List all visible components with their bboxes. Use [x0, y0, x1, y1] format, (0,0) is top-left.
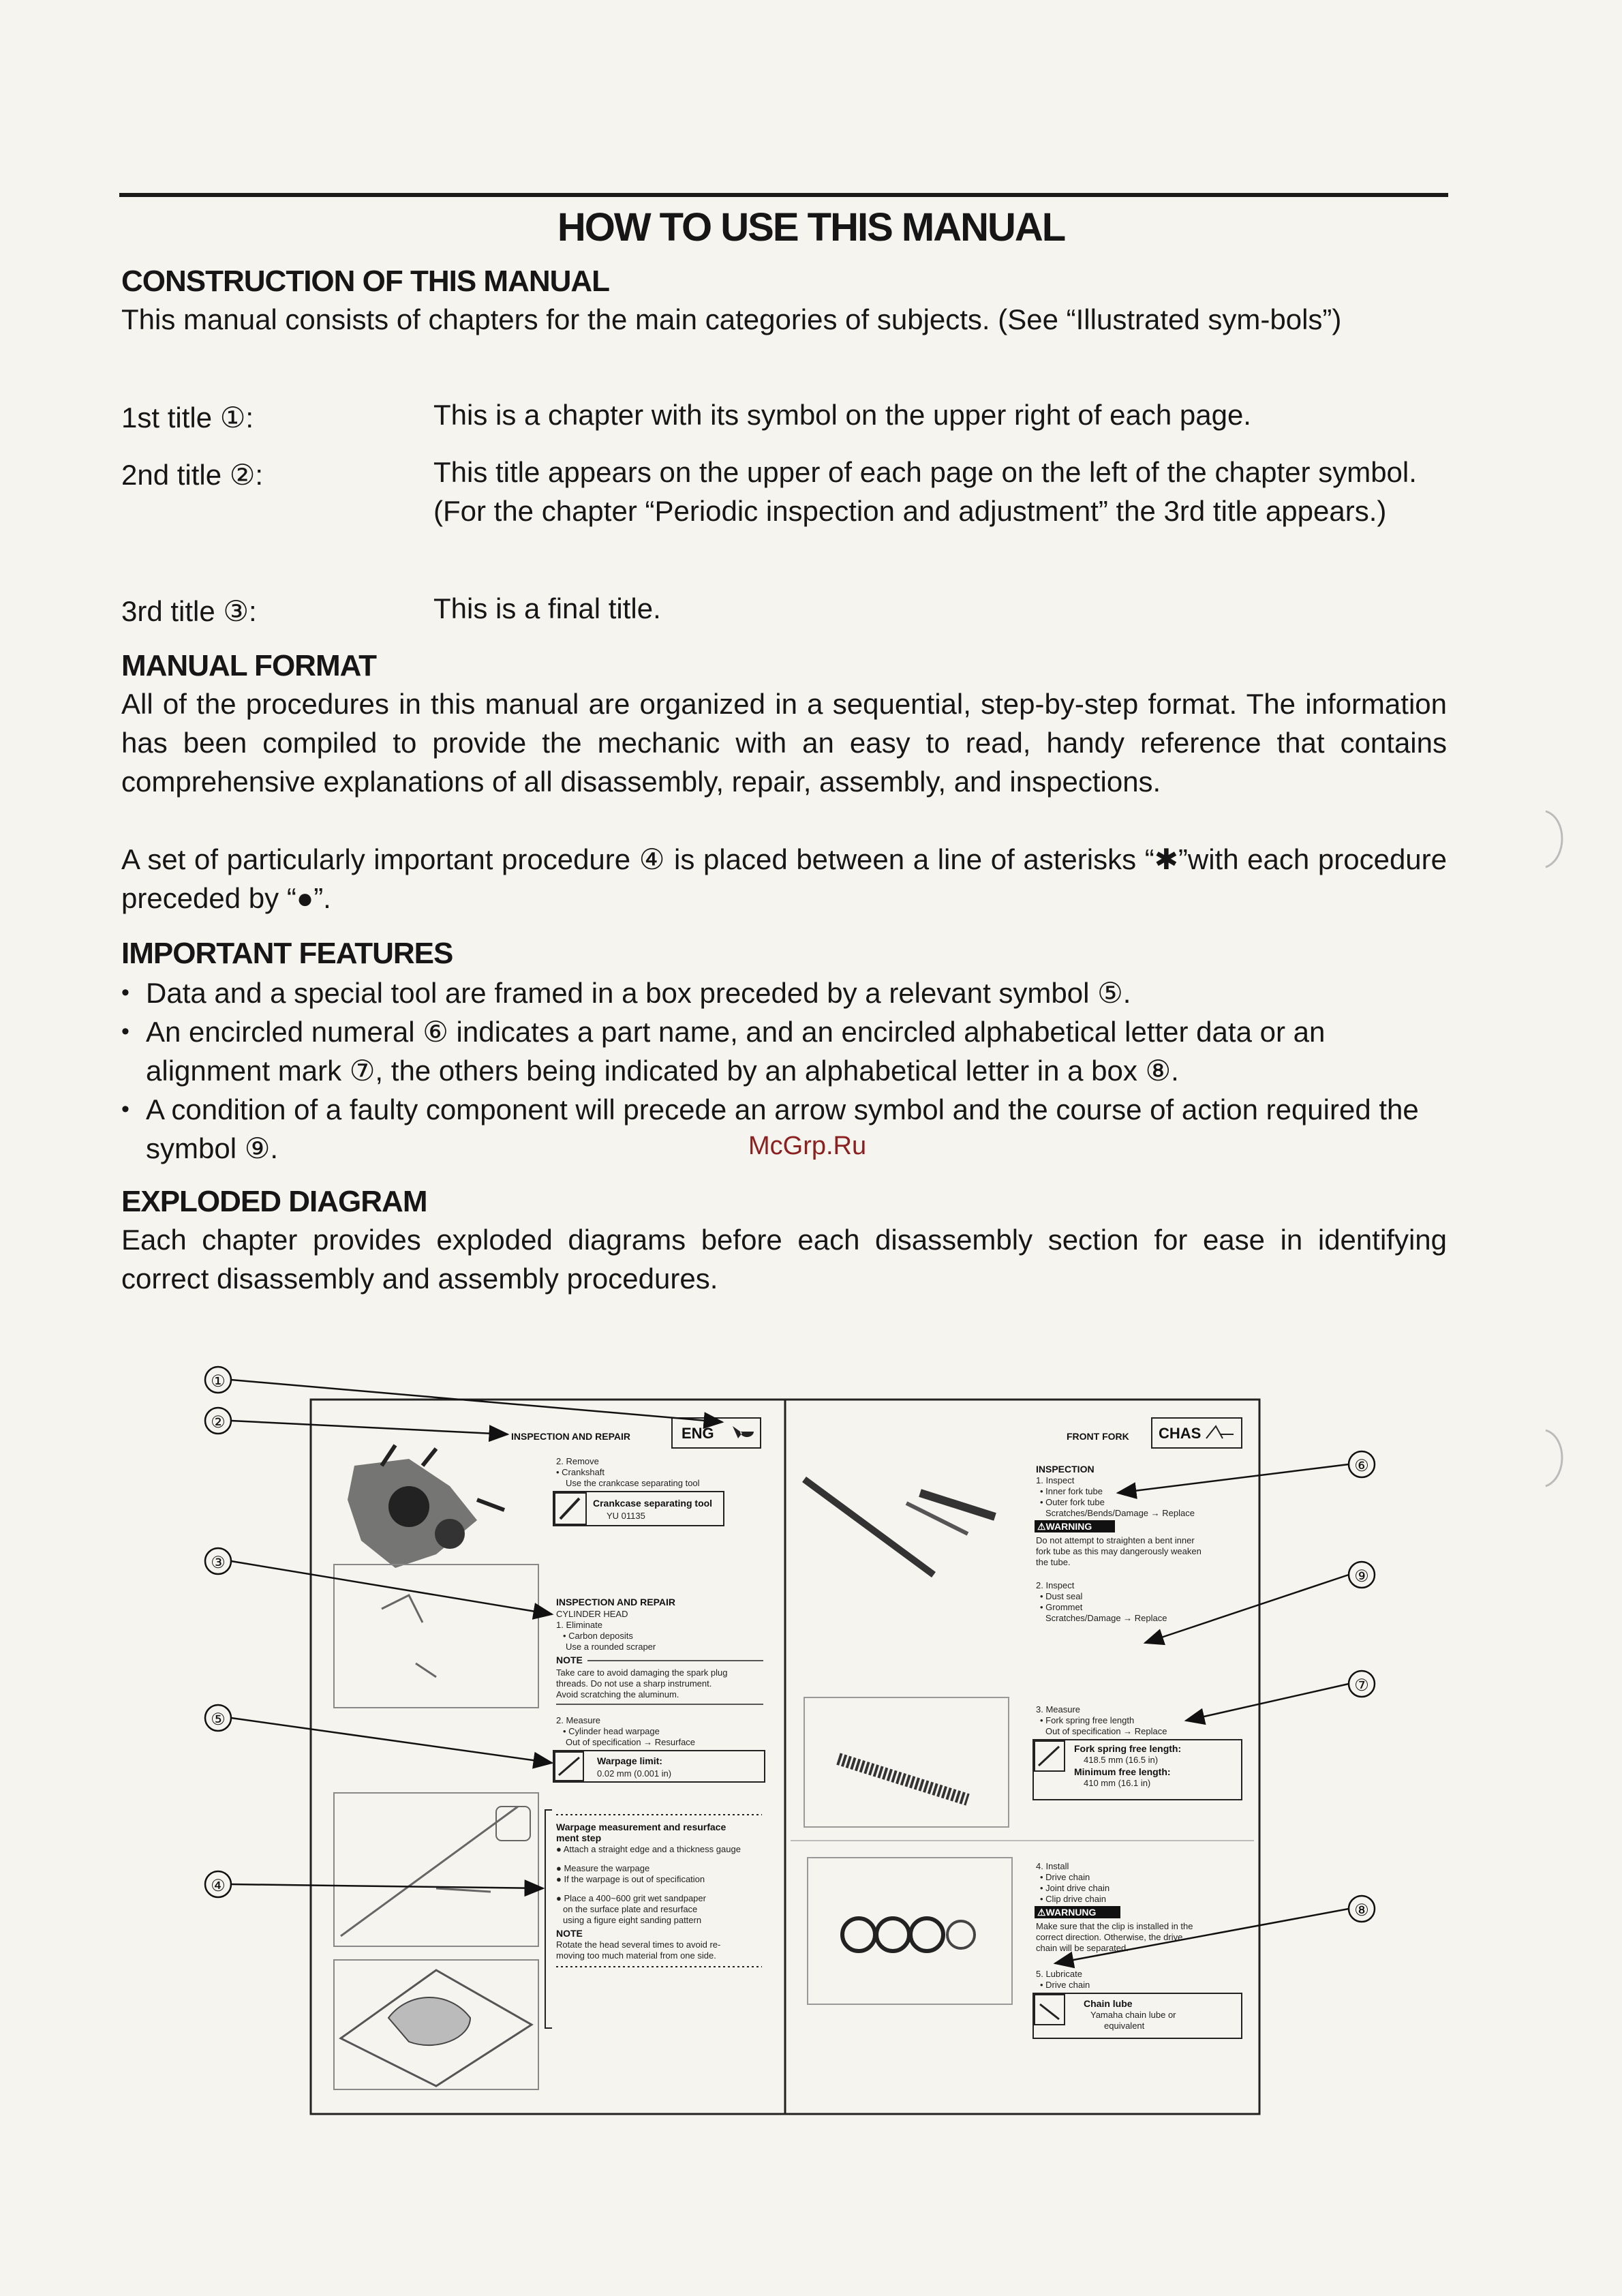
- left-note: NOTE: [556, 1655, 583, 1665]
- svg-text:⑧: ⑧: [1354, 1901, 1369, 1920]
- cylinder-head-photo: [334, 1565, 538, 1708]
- right-measure: 3. Measure: [1036, 1704, 1081, 1715]
- right-w6: chain will be separated.: [1036, 1943, 1129, 1953]
- right-chain2: • Drive chain: [1040, 1980, 1090, 1990]
- proc-note-1: Rotate the head several times to avoid re-: [556, 1939, 721, 1950]
- right-warning2: ⚠WARNUNG: [1037, 1907, 1097, 1918]
- right-oos: Out of specification → Replace: [1045, 1726, 1167, 1736]
- binder-hole-2: [1546, 1430, 1562, 1486]
- binder-hole-1: [1546, 811, 1562, 867]
- procedure-bracket: [545, 1810, 552, 2028]
- left-crankshaft: • Crankshaft: [556, 1467, 605, 1477]
- spec-3: Minimum free length:: [1074, 1766, 1171, 1777]
- lube-icon: [1035, 1995, 1065, 2025]
- page-title: HOW TO USE THIS MANUAL: [557, 205, 1065, 250]
- feature-text: Data and a special tool are framed in a box preceded by a relevant symbol ⑤.: [146, 977, 1131, 1009]
- right-install: 4. Install: [1036, 1861, 1069, 1871]
- title-1-text: This is a chapter with its symbol on the upper right of each page.: [433, 399, 1251, 431]
- right-section: INSPECTION: [1036, 1464, 1095, 1475]
- title-1-label: 1st title ①:: [121, 402, 254, 434]
- left-scraper: Use a rounded scraper: [566, 1642, 656, 1652]
- engine-illustration: [348, 1445, 504, 1568]
- right-inner: • Inner fork tube: [1040, 1486, 1103, 1496]
- right-scratch: Scratches/Bends/Damage → Replace: [1045, 1508, 1195, 1518]
- svg-text:①: ①: [211, 1372, 226, 1391]
- proc-note: NOTE: [556, 1928, 583, 1939]
- construction-intro: This manual consists of chapters for the main categories of subjects. (See “Illustrated sym-bols”): [121, 303, 1342, 335]
- callout-5: [205, 1705, 552, 1763]
- lube-name: Chain lube: [1084, 1998, 1133, 2009]
- svg-text:③: ③: [211, 1554, 226, 1572]
- proc-8: using a figure eight sanding pattern: [563, 1915, 702, 1925]
- right-w4: Make sure that the clip is installed in the: [1036, 1921, 1193, 1931]
- feature-text: An encircled numeral ⑥ indicates a part name, and an encircled alphabetical letter data or an alignment mark ⑦, the others being indicated by an alphabetical letter in a box ⑧.: [146, 1016, 1326, 1087]
- right-spring: • Fork spring free length: [1040, 1715, 1135, 1725]
- proc-1: Warpage measurement and resurface: [556, 1822, 726, 1832]
- proc-4: ● Measure the warpage: [556, 1863, 650, 1873]
- proc-note-2: moving too much material from one side.: [556, 1950, 716, 1961]
- title-2-text: This title appears on the upper of each page on the left of the chapter symbol. (For the chapter “Periodic inspection and adjustment” the 3rd title appears.): [433, 456, 1417, 527]
- left-eliminate: 1. Eliminate: [556, 1620, 602, 1630]
- right-w5: correct direction. Otherwise, the drive: [1036, 1932, 1183, 1942]
- format-heading: MANUAL FORMAT: [121, 649, 376, 682]
- chapter-chas: CHAS: [1159, 1425, 1202, 1442]
- callout-4: [205, 1871, 543, 1897]
- left-oos: Out of specification → Resurface: [566, 1737, 696, 1747]
- left-use-tool: Use the crankcase separating tool: [566, 1478, 700, 1488]
- right-lube: 5. Lubricate: [1036, 1969, 1082, 1979]
- warpage-photo: [334, 1793, 538, 1946]
- construction-heading: CONSTRUCTION OF THIS MANUAL: [121, 265, 610, 298]
- lube-desc: Yamaha chain lube or: [1090, 2010, 1176, 2020]
- right-scratch2: Scratches/Damage → Replace: [1045, 1613, 1167, 1623]
- right-dust: • Dust seal: [1040, 1591, 1083, 1601]
- left-note1: Take care to avoid damaging the spark plug: [556, 1667, 728, 1678]
- features-heading: IMPORTANT FEATURES: [121, 937, 453, 970]
- watermark: McGrp.Ru: [748, 1132, 867, 1160]
- proc-2: ment step: [556, 1832, 602, 1843]
- right-header: FRONT FORK: [1067, 1431, 1129, 1442]
- exploded-heading: EXPLODED DIAGRAM: [121, 1185, 427, 1218]
- spec-2: 418.5 mm (16.5 in): [1084, 1755, 1159, 1765]
- chain-links: [842, 1918, 975, 1951]
- left-header: INSPECTION AND REPAIR: [511, 1431, 631, 1442]
- right-chain: • Drive chain: [1040, 1872, 1090, 1882]
- limit-value: 0.02 mm (0.001 in): [597, 1768, 672, 1779]
- bullet-dot: •: [121, 980, 129, 1006]
- right-joint: • Joint drive chain: [1040, 1883, 1110, 1893]
- svg-text:⑦: ⑦: [1354, 1676, 1369, 1695]
- svg-text:⑥: ⑥: [1354, 1457, 1369, 1475]
- svg-text:⑤: ⑤: [211, 1710, 226, 1729]
- svg-text:②: ②: [211, 1413, 226, 1432]
- callout-7: [1186, 1671, 1375, 1721]
- chapter-eng: ENG: [682, 1425, 714, 1442]
- fork-illustration: [804, 1479, 995, 1575]
- proc-6: ● Place a 400~600 grit wet sandpaper: [556, 1893, 706, 1903]
- spring-photo: [804, 1697, 1009, 1827]
- right-w1: Do not attempt to straighten a bent inner: [1036, 1535, 1195, 1545]
- right-w2: fork tube as this may dangerously weaken: [1036, 1546, 1202, 1556]
- left-sub: CYLINDER HEAD: [556, 1609, 628, 1619]
- right-clip: • Clip drive chain: [1040, 1894, 1107, 1904]
- left-section: INSPECTION AND REPAIR: [556, 1597, 676, 1607]
- callout-1: [205, 1367, 722, 1422]
- limit-label: Warpage limit:: [597, 1755, 662, 1766]
- proc-7: on the surface plate and resurface: [563, 1904, 698, 1914]
- title-3-text: This is a final title.: [433, 592, 661, 624]
- fork-icon: [1206, 1426, 1234, 1438]
- callout-2: [205, 1408, 508, 1434]
- right-grommet: • Grommet: [1040, 1602, 1083, 1612]
- engine-icon: [733, 1426, 754, 1438]
- svg-text:⑨: ⑨: [1354, 1567, 1369, 1586]
- title-2-label: 2nd title ②:: [121, 459, 264, 491]
- right-inspect2: 2. Inspect: [1036, 1580, 1075, 1590]
- bullet-dot: •: [121, 1018, 129, 1044]
- proc-5: ● If the warpage is out of specification: [556, 1874, 705, 1884]
- right-w3: the tube.: [1036, 1557, 1071, 1567]
- left-carbon: • Carbon deposits: [563, 1631, 633, 1641]
- tool-icon-wrench: [560, 1498, 579, 1519]
- left-warpage: • Cylinder head warpage: [563, 1726, 660, 1736]
- exploded-text: Each chapter provides exploded diagrams before each disassembly section for ease in identifying correct disassembly and assembly procedures.: [121, 1224, 1447, 1295]
- bullet-dot: •: [121, 1096, 129, 1122]
- left-note3: Avoid scratching the aluminum.: [556, 1689, 679, 1700]
- right-outer: • Outer fork tube: [1040, 1497, 1105, 1507]
- right-warning: ⚠WARNING: [1037, 1521, 1092, 1532]
- spec-4: 410 mm (16.1 in): [1084, 1778, 1151, 1788]
- format-paragraph-2: A set of particularly important procedure ④ is placed between a line of asterisks “✱”with each procedure preceded by “●”.: [121, 843, 1447, 914]
- callout-6: [1118, 1451, 1375, 1493]
- left-note2: threads. Do not use a sharp instrument.: [556, 1678, 712, 1689]
- left-step2: 2. Remove: [556, 1456, 599, 1466]
- proc-3: ● Attach a straight edge and a thickness gauge: [556, 1844, 741, 1854]
- tool-number: YU 01135: [607, 1511, 645, 1521]
- spec-1: Fork spring free length:: [1074, 1743, 1182, 1754]
- lube-equivalent: equivalent: [1104, 2021, 1145, 2031]
- tool-name: Crankcase separating tool: [593, 1498, 713, 1509]
- svg-text:④: ④: [211, 1877, 226, 1895]
- left-measure: 2. Measure: [556, 1715, 601, 1725]
- callout-3: [205, 1548, 552, 1614]
- feature-text: A condition of a faulty component will precede an arrow symbol and the course of action required the symbol ⑨.: [146, 1093, 1419, 1164]
- right-inspect: 1. Inspect: [1036, 1475, 1075, 1485]
- title-3-label: 3rd title ③:: [121, 595, 257, 627]
- format-paragraph-1: All of the procedures in this manual are organized in a sequential, step-by-step format. The information has been compiled to provide the mechanic with an easy to read, handy reference that contains comprehensive explanations of all disassembly, repair, assembly, and inspections.: [121, 688, 1447, 798]
